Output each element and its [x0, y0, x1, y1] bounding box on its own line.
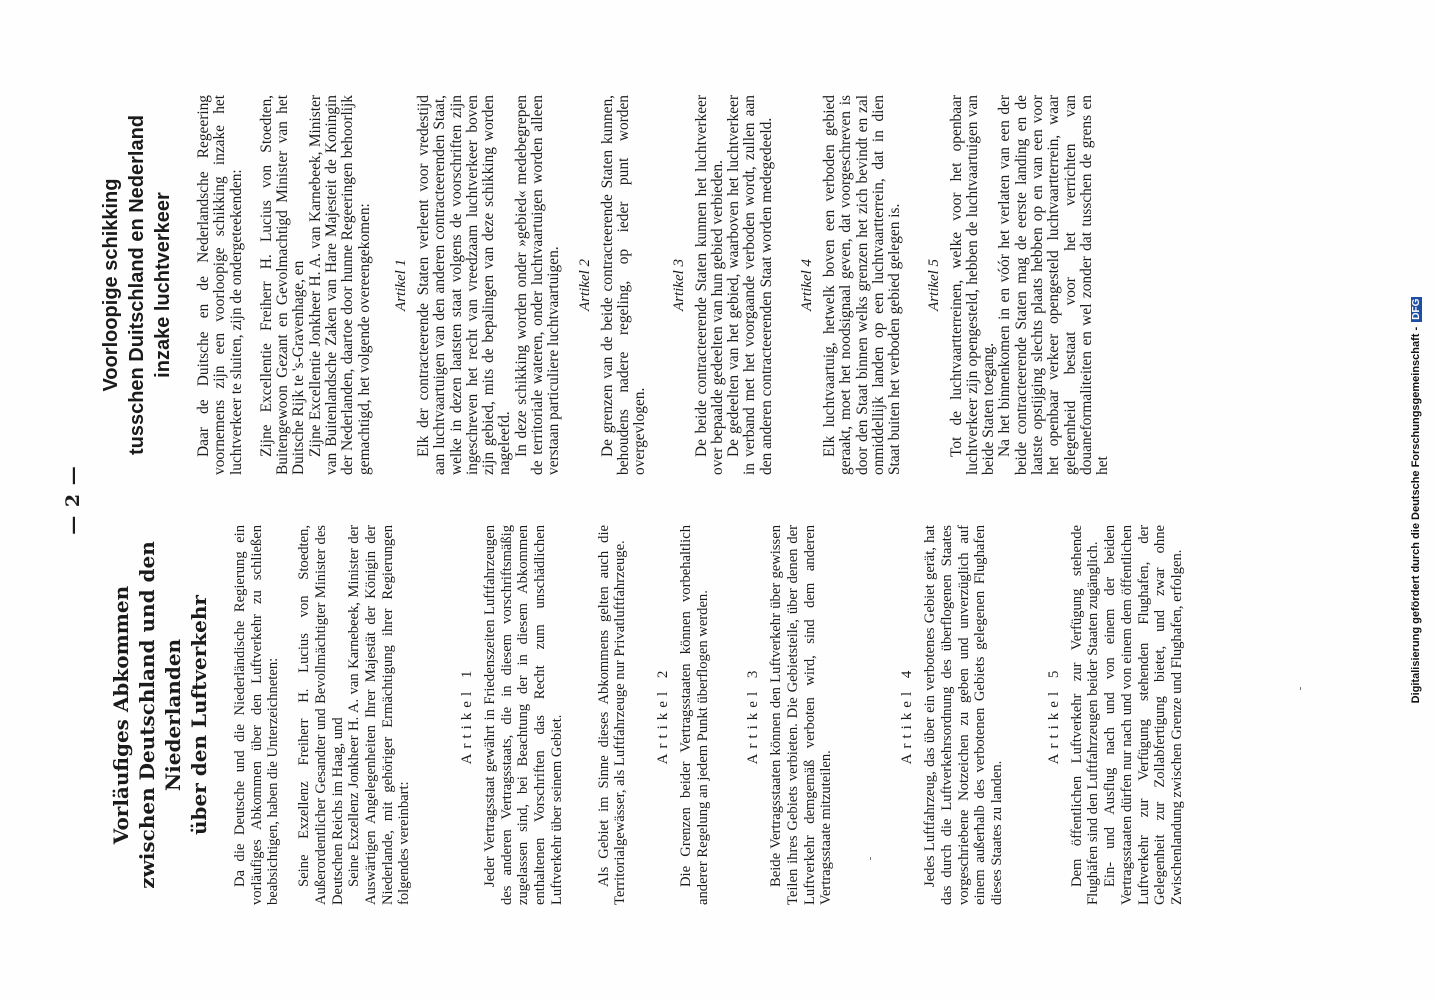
german-article-heading: Artikel 4 [899, 665, 916, 765]
dutch-article-paragraph: De grenzen van de beide contracteerende Staten kunnen, behoudens nadere regeling, op ieder punt worden overgevlogen. [598, 95, 649, 475]
german-title [108, 525, 212, 905]
german-preamble: Da die Deutsche und die Niederländische Regierung ein vorläufiges Abkommen über den Luftverkehr zu schließen beabsichtigen, haben die Unterzeichneten: [232, 525, 282, 905]
dutch-article-paragraph: De gedeelten van het gebied, waarboven het luchtverkeer in verband met het voorgaande verboden wordt, zullen aan den anderen contracteerenden Staat worden medegedeeld. [725, 95, 775, 475]
dutch-preamble: Daar de Duitsche en de Nederlandsche Regeering voornemens zijn een voorloopige schikking inzake het luchtverkeer te sluiten, zijn de ondergeteekenden: [195, 95, 245, 475]
dutch-article-heading: Artikel 2 [576, 258, 593, 312]
dutch-plenipotentiary-1: Zijne Excellentie Freiherr H. Lucius von Stoedten, Buitengewoon Gezant en Gevolmachtigd Minister van het Duitsche Rijk te 's-Gravenhage, en [257, 95, 308, 475]
scan-speck [870, 857, 871, 860]
german-plenipotentiary-2: Seine Exzellenz Jonkheer H. A. van Karnebeek, Minister der Auswärtigen Angelegenheiten Ihrer Majestät der Königin der Niederlande, mit gehöriger Ermächtigung ihrer Regierungen folgendes vereinbart: [346, 525, 413, 905]
german-article-paragraph: Als Gebiet im Sinne dieses Abkommens gelten auch die Territorialgewässer, als Luftfahrzeuge nur Privatluftfahrzeuge. [595, 525, 629, 905]
dutch-title-line2: tusschen Duitschland en Nederland [126, 114, 148, 456]
dutch-text-column [98, 95, 1111, 475]
german-title-line3: über den Luftverkehr [187, 595, 211, 835]
dutch-plenipotentiary-2: Zijne Excellentie Jonkheer H. A. van Karnebeek, Minister van Buitenlandsche Zaken van Hare Majesteit de Koningin der Nederlanden, daartoe door hunne Regeeringen behoorlijk gemachtigd, het volgende overeengekomen: [306, 95, 373, 475]
dutch-title [98, 95, 176, 475]
german-title-line1: Vorläufiges Abkommen [109, 585, 133, 845]
dutch-article-heading: Artikel 5 [925, 258, 942, 312]
digitization-note: Digitalisierung gefördert durch die Deutsche Forschungsgemeinschaft - [1410, 326, 1422, 704]
german-article-heading: Artikel 5 [1045, 665, 1062, 765]
german-article-heading: Artikel 2 [654, 665, 671, 765]
german-article-paragraph: Jeder Vertragsstaat gewährt in Friedenszeiten Luftfahrzeugen des anderen Vertragsstaats, die in diesem vorschriftsmäßig zugelassen sind, bei Beachtung der in diesem Abkommen enthaltenen Vorschriften das Recht zum unschädlichen Luftverkehr über seinem Gebiet. [482, 525, 565, 905]
dutch-title-line3: inzake luchtverkeer [152, 192, 174, 378]
dutch-article-paragraph: De beide contracteerende Staten kunnen het luchtverkeer over bepaalde gedeelten van hun gebied verbieden. [692, 95, 726, 475]
german-article-paragraph: Ein- und Ausflug nach und von einem der beiden Vertragsstaaten dürfen nur nach und von einem dem öffentlichen Luftverkehr zur Verfügung stehenden Flughafen, der Gelegenheit zur Zollabfertigung bietet, und zwar ohne Zwischenlandung zwischen Grenze und Flughafen, erfolgen. [1102, 525, 1185, 905]
page-number: — 2 — [62, 465, 84, 535]
dfg-logo: DFG [1411, 298, 1422, 320]
german-article-paragraph: Jedes Luftfahrzeug, das über ein verbotenes Gebiet gerät, hat das durch die Luftverkehrsordnung des überflogenen Staates vorgeschriebene Notzeichen zu geben und unverzüglich auf einem außerhalb des verbotenen Gebiets gelegenen Flughafen dieses Staates zu landen. [922, 525, 1005, 905]
dutch-title-line1: Voorloopige schikking [100, 178, 122, 392]
german-article-paragraph: Die Grenzen beider Vertragsstaaten können vorbehaltlich anderer Regelung an jedem Punkt überflogen werden. [677, 525, 711, 905]
german-text-column [108, 525, 1186, 905]
german-article-paragraph: Dem öffentlichen Luftverkehr zur Verfügung stehende Flughäfen sind den Luftfahrzeugen beider Staaten zugänglich. [1068, 525, 1102, 905]
scan-speck [1300, 687, 1301, 690]
german-title-line2: zwischen Deutschland und den Niederlanden [135, 541, 185, 889]
dutch-article-paragraph: Tot de luchtvaartterreinen, welke voor het openbaar luchtverkeer zijn opengesteld, hebben de luchtvaartuigen van beide Staten toegang. [947, 95, 998, 475]
german-article-heading: Artikel 3 [745, 665, 762, 765]
dutch-article-heading: Artikel 4 [799, 258, 816, 312]
dutch-article-paragraph: Elk der contracteerende Staten verleent voor vredestijd aan luchtvaartuigen van den anderen contracteerenden Staat, welke in dezen laatsten staat volgens de voorschriften zijn ingeschreven het recht van vreedzaam luchtverkeer boven zijn gebied, mits de bepalingen van deze schikking worden nageleefd. [414, 95, 514, 475]
german-article-paragraph: Beide Vertragsstaaten können den Luftverkehr über gewissen Teilen ihres Gebiets verbieten. Die Gebietsteile, über denen der Luftverkehr demgemäß verboten wird, sind dem anderen Vertragsstaate mitzuteilen. [768, 525, 835, 905]
dutch-article-heading: Artikel 1 [392, 258, 409, 312]
dutch-article-heading: Artikel 3 [670, 258, 687, 312]
german-plenipotentiary-1: Seine Exzellenz Freiherr H. Lucius von Stoedten, Außerordentlicher Gesandter und Bevollmächtigter Minister des Deutschen Reichs im Haag, und [296, 525, 346, 905]
german-article-heading: Artikel 1 [459, 665, 476, 765]
dutch-article-paragraph: In deze schikking worden onder »gebied« medebegrepen de territoriale wateren, onder luchtvaartuigen worden alleen verstaan particuliere luchtvaartuigen. [512, 95, 563, 475]
dutch-article-paragraph: Elk luchtvaartuig, hetwelk boven een verboden gebied geraakt, moet het noodsignaal geven, dat voorgeschreven is door den Staat binnen welks grenzen het zich bevindt en zal onmiddellijk landen op een luchtvaartterrein, dat in dien Staat buiten het verboden gebied gelegen is. [821, 95, 904, 475]
dutch-article-paragraph: Na het binnenkomen in en vóór het verlaten van een der beide contracteerende Staten mag de eerste landing en de laatste opstijging slechts plaats hebben op en van een voor het openbaar verkeer opengesteld luchtvaartterrein, waar gelegenheid bestaat voor het verrichten van douaneformaliteiten en wel zonder dat tusschen de grens en het [996, 95, 1112, 475]
digitization-credit [1410, 60, 1422, 940]
